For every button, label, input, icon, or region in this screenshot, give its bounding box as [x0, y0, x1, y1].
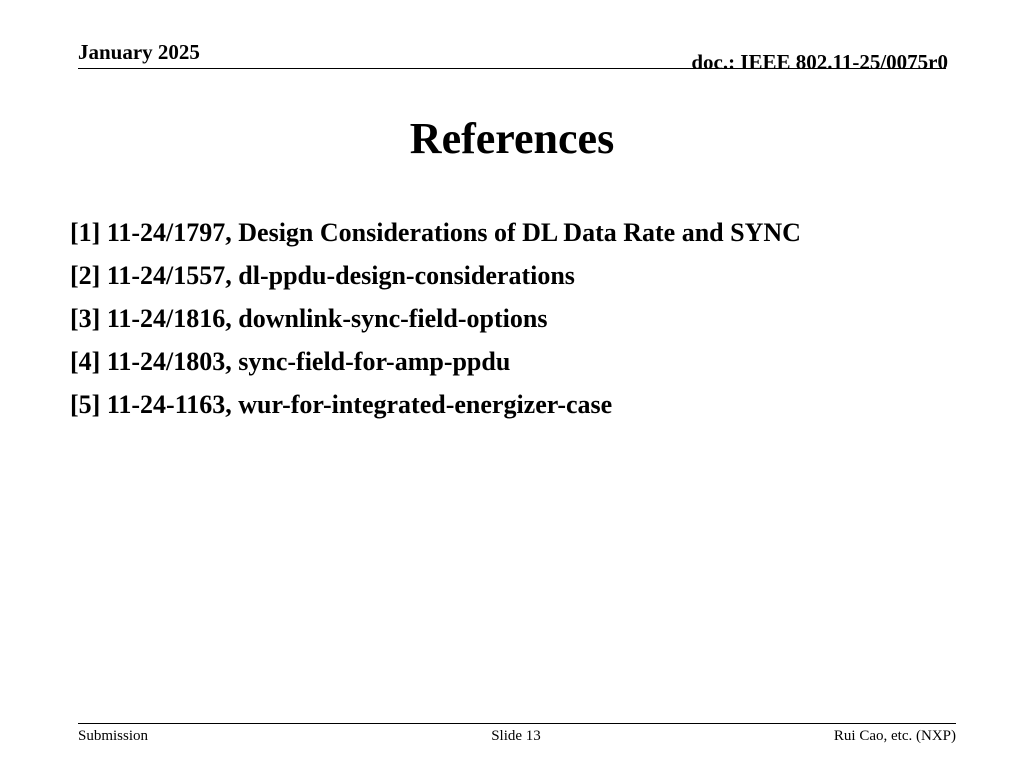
reference-item-5: [5] 11-24-1163, wur-for-integrated-energizer-case	[70, 390, 613, 419]
slide-title: References	[409, 114, 615, 163]
reference-item-1: [1] 11-24/1797, Design Considerations of DL Data Rate and SYNC	[70, 218, 801, 247]
header-date: January 2025	[78, 40, 200, 64]
reference-item-2: [2] 11-24/1557, dl-ppdu-design-considerations	[70, 261, 575, 290]
footer-slide-number: Slide 13	[491, 728, 541, 744]
header-doc-id: doc.: IEEE 802.11-25/0075r0	[691, 50, 948, 74]
reference-list	[70, 211, 801, 426]
reference-item-3: [3] 11-24/1816, downlink-sync-field-options	[70, 304, 548, 333]
footer-divider	[78, 723, 956, 724]
reference-item-4: [4] 11-24/1803, sync-field-for-amp-ppdu	[70, 347, 511, 376]
footer-submission: Submission	[78, 728, 149, 744]
header-divider	[78, 68, 946, 69]
footer-author: Rui Cao, etc. (NXP)	[833, 728, 956, 744]
